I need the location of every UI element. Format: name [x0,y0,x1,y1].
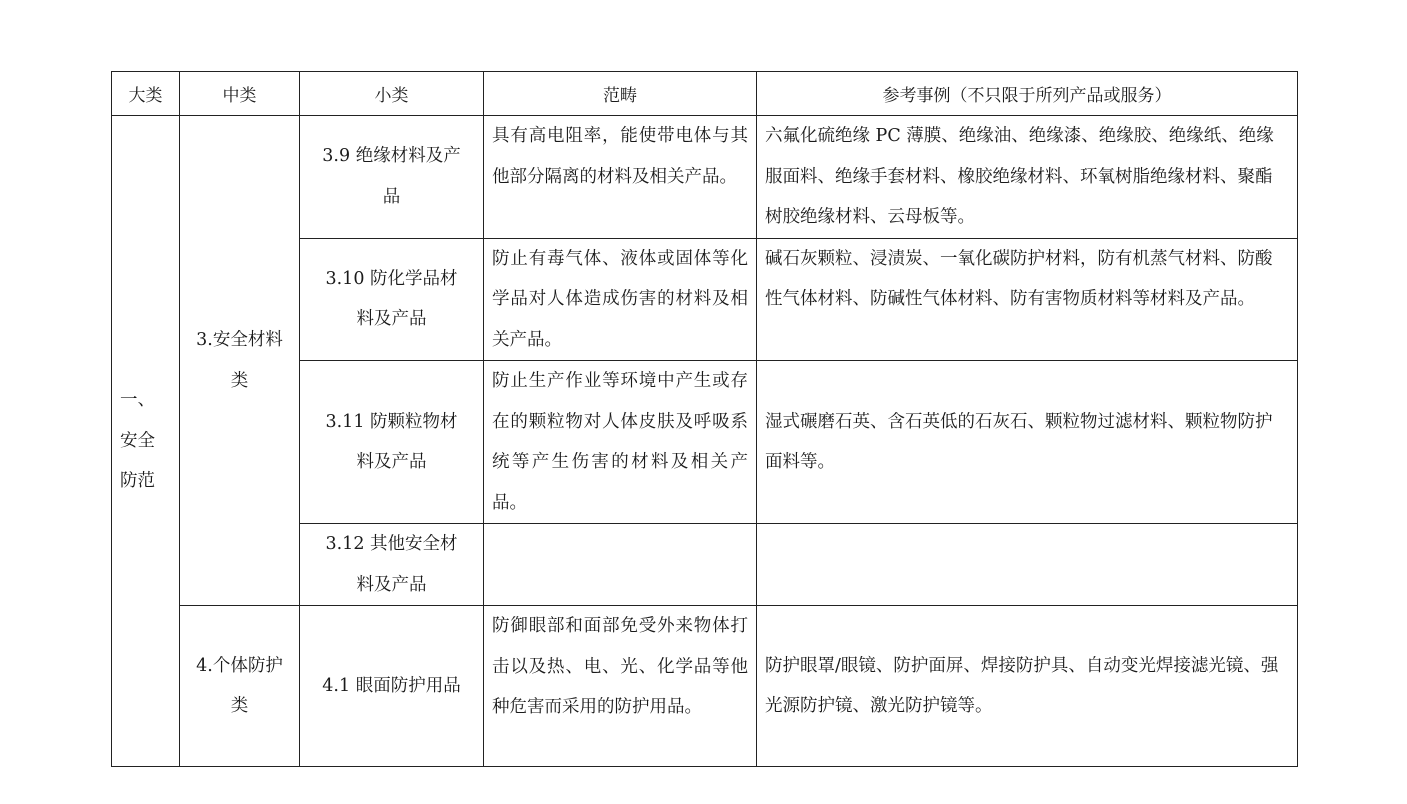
scope-cell: 防止有毒气体、液体或固体等化学品对人体造成伤害的材料及相关产品。 [484,238,757,361]
table-row [112,606,1298,767]
minor-line-1: 3.11 防颗粒物材 [325,411,458,432]
header-scope: 范畴 [484,72,757,116]
middle-line-2: 类 [230,370,249,391]
minor-line-2: 料及产品 [356,452,427,472]
middle-category-cell [180,606,300,767]
major-line-3: 防范 [120,471,155,492]
minor-line-2: 品 [382,186,401,207]
scope-cell: 具有高电阻率，能使带电体与其他部分隔离的材料及相关产品。 [484,116,757,239]
minor-category-cell [300,606,484,767]
examples-cell: 碱石灰颗粒、浸渍炭、一氧化碳防护材料，防有机蒸气材料、防酸性气体材料、防碱性气体材料、防有害物质材料等材料及产品。 [757,238,1298,361]
scope-cell [484,524,757,606]
header-minor: 小类 [300,72,484,116]
scope-cell: 防止生产作业等环境中产生或存在的颗粒物对人体皮肤及呼吸系统等产生伤害的材料及相关产品。 [484,361,757,524]
major-line-2: 安全 [120,430,155,451]
header-major: 大类 [112,72,180,116]
header-middle: 中类 [180,72,300,116]
examples-cell: 湿式碾磨石英、含石英低的石灰石、颗粒物过滤材料、颗粒物防护面料等。 [757,361,1298,524]
minor-line-1: 3.12 其他安全材 [325,534,458,554]
header-row [112,72,1298,116]
table-row [112,116,1298,239]
minor-category-cell [300,524,484,606]
minor-line-1: 3.10 防化学品材 [325,268,458,289]
minor-line-1: 4.1 眼面防护用品 [322,675,461,696]
minor-category-cell [300,116,484,239]
middle-line-2: 类 [230,696,249,716]
minor-category-cell [300,361,484,524]
scope-cell: 防御眼部和面部免受外来物体打击以及热、电、光、化学品等他种危害而采用的防护用品。 [484,606,757,767]
middle-line-1: 4.个体防护 [196,655,283,676]
category-table [111,71,1298,767]
examples-cell: 防护眼罩/眼镜、防护面屏、焊接防护具、自动变光焊接滤光镜、强光源防护镜、激光防护镜等。 [757,606,1298,767]
examples-cell [757,524,1298,606]
middle-category-cell [180,116,300,606]
minor-line-2: 料及产品 [356,309,427,330]
major-category-cell [112,116,180,767]
minor-category-cell [300,238,484,361]
examples-cell: 六氟化硫绝缘 PC 薄膜、绝缘油、绝缘漆、绝缘胶、绝缘纸、绝缘服面料、绝缘手套材料、橡胶绝缘材料、环氧树脂绝缘材料、聚酯树胶绝缘材料、云母板等。 [757,116,1298,239]
minor-line-2: 料及产品 [356,574,427,595]
minor-line-1: 3.9 绝缘材料及产 [322,146,461,167]
major-line-1: 一、 [120,390,155,411]
header-examples: 参考事例（不只限于所列产品或服务） [757,72,1298,116]
middle-line-1: 3.安全材料 [196,330,283,350]
